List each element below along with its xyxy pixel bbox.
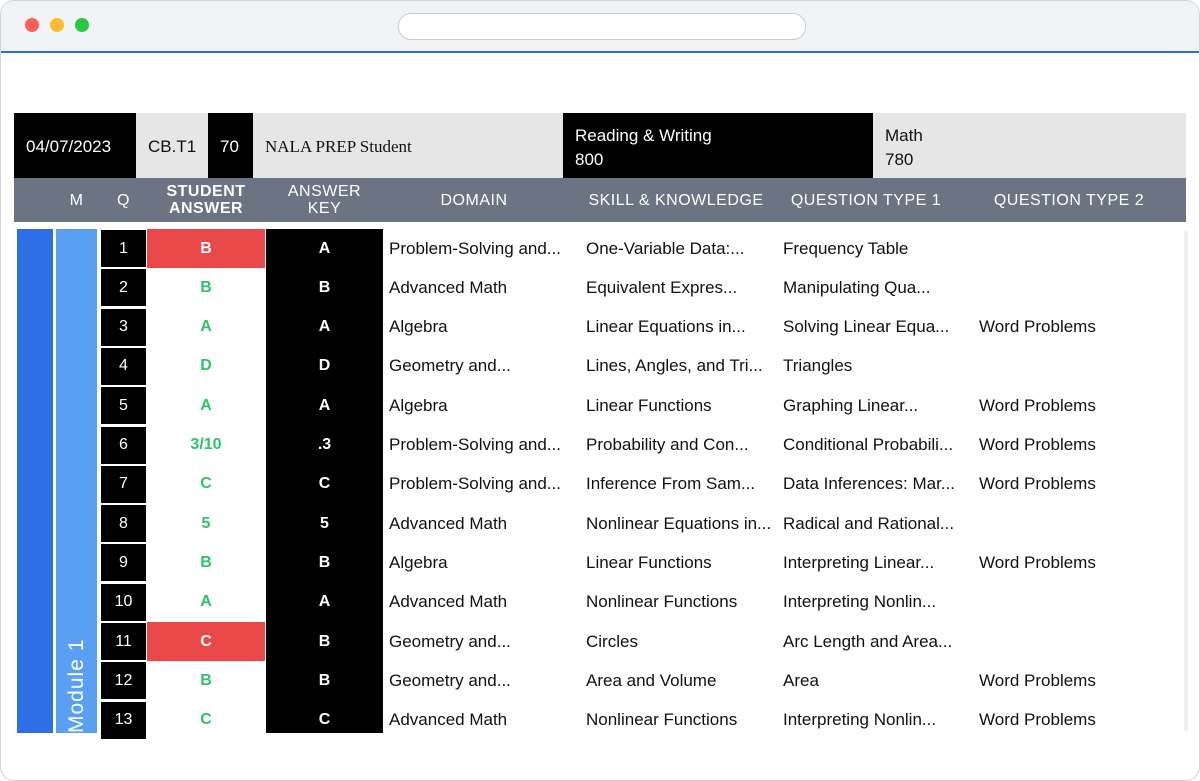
table-row[interactable] xyxy=(14,268,1186,307)
answer-key: .3 xyxy=(317,436,332,453)
table-row[interactable] xyxy=(14,661,1186,700)
question-type-1-cell: Graphing Linear... xyxy=(783,395,919,415)
student-answer-correct: B xyxy=(200,553,212,571)
domain-cell: Algebra xyxy=(389,552,448,572)
domain-cell: Advanced Math xyxy=(389,277,508,297)
student-answer-correct: 5 xyxy=(201,514,211,532)
skill-cell: Inference From Sam... xyxy=(586,474,756,494)
question-type-2-cell: Word Problems xyxy=(979,552,1096,572)
question-type-2-cell xyxy=(979,229,1179,268)
skill-cell: Probability and Con... xyxy=(586,435,749,454)
skill-cell: Linear Functions xyxy=(586,395,712,415)
question-type-2-cell xyxy=(979,268,1179,307)
question-type-1-cell: Data Inferences: Mar... xyxy=(783,474,955,494)
test-date: 04/07/2023 xyxy=(26,137,112,156)
title-bar xyxy=(1,1,1199,53)
question-type-1-cell: Interpreting Nonlin... xyxy=(783,592,937,612)
math-score: 780 xyxy=(885,150,914,169)
reading-writing-score: 800 xyxy=(575,150,604,169)
question-number: 6 xyxy=(101,427,146,464)
column-header-question-type-1: QUESTION TYPE 1 xyxy=(790,191,942,209)
question-number: 11 xyxy=(101,623,146,660)
table-row[interactable] xyxy=(14,504,1186,543)
table-row[interactable] xyxy=(14,622,1186,661)
student-answer-correct: A xyxy=(200,318,212,336)
answer-key: B xyxy=(318,278,331,296)
domain-cell: Geometry and... xyxy=(389,356,511,376)
score-id: 70 xyxy=(220,137,239,156)
module-label: Module 1 xyxy=(64,638,88,733)
skill-cell: Nonlinear Functions xyxy=(586,710,738,730)
question-type-1-cell: Radical and Rational... xyxy=(783,513,955,533)
skill-cell: Linear Equations in... xyxy=(586,317,746,337)
domain-cell: Problem-Solving and... xyxy=(389,238,561,258)
math-label: Math xyxy=(885,126,923,145)
question-type-2-cell: Word Problems xyxy=(979,395,1096,415)
question-type-1-cell: Manipulating Qua... xyxy=(783,277,931,297)
question-type-2-cell: Word Problems xyxy=(979,317,1096,337)
table-row[interactable] xyxy=(14,347,1186,386)
answer-key: B xyxy=(318,671,331,689)
column-header-module: M xyxy=(69,191,84,209)
question-number: 1 xyxy=(101,230,146,267)
question-number: 5 xyxy=(101,387,146,424)
question-type-1-cell: Area xyxy=(783,670,819,690)
column-header-question: Q xyxy=(117,191,130,209)
student-answer-correct: A xyxy=(200,396,212,414)
test-code: CB.T1 xyxy=(148,137,197,156)
column-header-student-answer: STUDENT ANSWER xyxy=(166,183,246,217)
table-row[interactable] xyxy=(14,583,1186,622)
question-number: 8 xyxy=(101,505,146,542)
table-row[interactable] xyxy=(14,426,1186,465)
score-id-cell xyxy=(208,113,253,178)
test-code-cell xyxy=(136,113,208,178)
question-number: 2 xyxy=(101,269,146,306)
domain-cell: Geometry and... xyxy=(389,670,511,690)
question-number: 7 xyxy=(101,466,146,503)
answer-key: A xyxy=(318,318,331,336)
student-name-cell xyxy=(253,113,563,178)
student-answer-correct: C xyxy=(200,475,212,493)
column-header-skill: SKILL & KNOWLEDGE xyxy=(588,191,764,209)
domain-cell: Advanced Math xyxy=(389,710,508,730)
question-type-2-cell xyxy=(979,347,1179,386)
student-answer-incorrect: C xyxy=(147,622,265,661)
question-number: 9 xyxy=(101,544,146,581)
reading-writing-score-cell xyxy=(563,113,873,178)
question-type-2-cell: Word Problems xyxy=(979,710,1096,730)
question-type-1-cell: Frequency Table xyxy=(783,238,909,258)
column-header-row xyxy=(14,178,1186,222)
skill-cell: Nonlinear Equations in... xyxy=(586,513,772,533)
skill-cell: Circles xyxy=(586,631,638,651)
domain-cell: Algebra xyxy=(389,395,448,415)
close-window-button[interactable] xyxy=(25,18,39,32)
question-type-2-cell: Word Problems xyxy=(979,670,1096,690)
test-date-cell xyxy=(14,113,136,178)
question-number: 13 xyxy=(101,702,146,739)
table-row[interactable] xyxy=(14,229,1186,268)
table-row[interactable] xyxy=(14,701,1186,740)
skill-cell: One-Variable Data:... xyxy=(586,238,745,258)
student-answer-correct: A xyxy=(200,593,212,611)
math-score-cell xyxy=(873,113,1186,178)
question-type-2-cell: Word Problems xyxy=(979,435,1096,454)
answer-key: C xyxy=(318,711,331,729)
minimize-window-button[interactable] xyxy=(50,18,64,32)
domain-cell: Problem-Solving and... xyxy=(389,435,561,454)
skill-cell: Equivalent Expres... xyxy=(586,277,738,297)
answer-key: A xyxy=(318,396,331,414)
table-row[interactable] xyxy=(14,386,1186,425)
question-type-1-cell: Interpreting Nonlin... xyxy=(783,710,937,730)
question-type-2-cell: Word Problems xyxy=(979,474,1096,494)
answer-key: B xyxy=(318,553,331,571)
answer-key: 5 xyxy=(320,514,329,532)
score-report-sheet xyxy=(14,113,1186,733)
question-type-2-cell xyxy=(979,622,1179,661)
student-answer-correct: 3/10 xyxy=(190,436,222,453)
question-type-1-cell: Triangles xyxy=(783,356,853,376)
skill-cell: Linear Functions xyxy=(586,552,712,572)
question-type-1-cell: Interpreting Linear... xyxy=(783,552,935,572)
answer-key: A xyxy=(318,239,331,257)
question-type-1-cell: Arc Length and Area... xyxy=(783,631,953,651)
question-number: 4 xyxy=(101,348,146,385)
answer-key: D xyxy=(318,357,331,375)
domain-cell: Algebra xyxy=(389,317,448,337)
table-row[interactable] xyxy=(14,543,1186,582)
question-number: 12 xyxy=(101,662,146,699)
student-answer-correct: D xyxy=(200,357,212,375)
question-number: 10 xyxy=(101,584,146,621)
skill-cell: Nonlinear Functions xyxy=(586,592,738,612)
table-row[interactable] xyxy=(14,465,1186,504)
student-answer-incorrect: B xyxy=(147,229,265,268)
question-type-1-cell: Conditional Probabili... xyxy=(783,435,954,454)
student-name: NALA PREP Student xyxy=(265,137,412,156)
reading-writing-label: Reading & Writing xyxy=(575,126,712,145)
domain-cell: Geometry and... xyxy=(389,631,511,651)
student-answer-correct: B xyxy=(200,278,212,296)
question-type-2-cell xyxy=(979,504,1179,543)
domain-cell: Problem-Solving and... xyxy=(389,474,561,494)
student-answer-correct: B xyxy=(200,671,212,689)
question-type-2-cell xyxy=(979,583,1179,622)
skill-cell: Area and Volume xyxy=(586,670,717,690)
answer-key: A xyxy=(318,593,331,611)
address-bar[interactable] xyxy=(398,13,806,40)
column-header-domain: DOMAIN xyxy=(440,191,508,209)
skill-cell: Lines, Angles, and Tri... xyxy=(586,356,763,376)
domain-cell: Advanced Math xyxy=(389,513,508,533)
answer-key: B xyxy=(318,632,331,650)
maximize-window-button[interactable] xyxy=(75,18,89,32)
column-header-question-type-2: QUESTION TYPE 2 xyxy=(993,191,1145,209)
domain-cell: Advanced Math xyxy=(389,592,508,612)
question-number: 3 xyxy=(101,309,146,346)
vertical-scrollbar[interactable] xyxy=(1184,231,1188,731)
question-type-1-cell: Solving Linear Equa... xyxy=(783,317,950,337)
student-answer-correct: C xyxy=(200,711,212,729)
table-row[interactable] xyxy=(14,308,1186,347)
answer-key: C xyxy=(318,475,331,493)
column-header-answer-key: ANSWER KEY xyxy=(287,183,362,217)
